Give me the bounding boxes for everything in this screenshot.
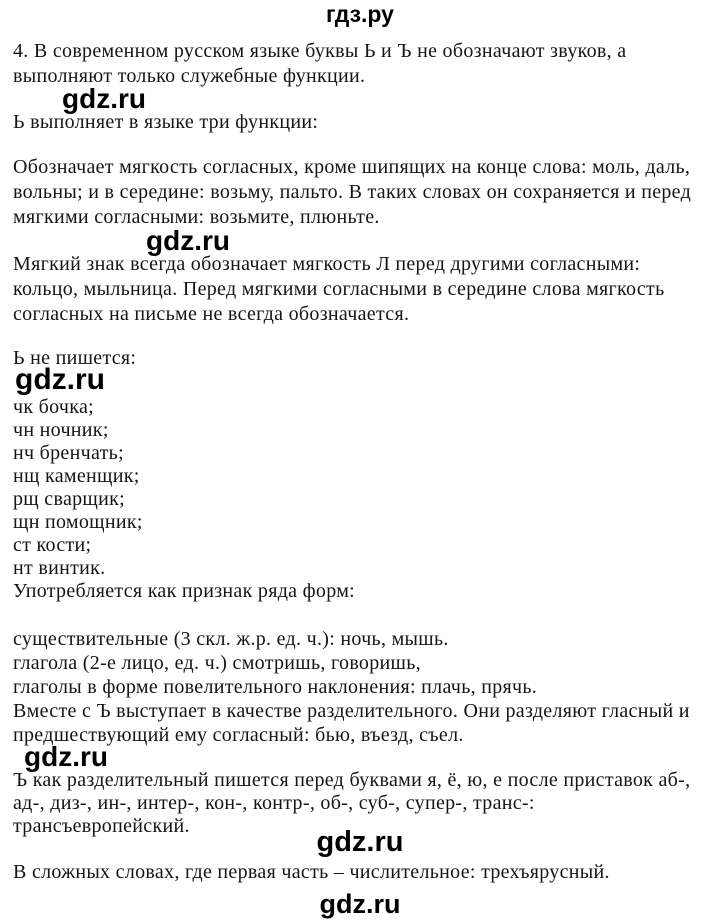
list-item: нщ каменщик; bbox=[13, 465, 140, 487]
text-line: ад-, диз-, ин-, интер-, кон-, контр-, об-, суб-, супер-, транс-: bbox=[13, 792, 535, 814]
text-line: Ь выполняет в языке три функции: bbox=[13, 111, 319, 133]
text-line: кольцо, мыльница. Перед мягкими согласными в середине слова мягкость bbox=[13, 278, 665, 300]
text-line: Вместе с Ъ выступает в качестве разделительного. Они разделяют гласный и bbox=[13, 700, 690, 722]
gdz-watermark: gdz.ru bbox=[319, 889, 401, 919]
text-line: согласных на письме не всегда обозначается. bbox=[13, 303, 410, 325]
list-item: чк бочка; bbox=[13, 396, 95, 418]
text-line: мягкими согласными: возьмите, плюньте. bbox=[13, 206, 380, 228]
text-line: 4. В современном русском языке буквы Ь и Ъ не обозначают звуков, а bbox=[13, 40, 627, 62]
gdz-watermark: gdz.ru bbox=[316, 826, 404, 858]
text-line: глагола (2-е лицо, ед. ч.) смотришь, говоришь, bbox=[13, 652, 421, 674]
paragraph-compound bbox=[13, 860, 610, 885]
paragraph-intro bbox=[13, 39, 626, 89]
gdz-watermark: gdz.ru bbox=[146, 225, 230, 256]
site-title: гдз.ру bbox=[326, 1, 394, 27]
text-line: существительные (3 скл. ж.р. ед. ч.): ночь, мышь. bbox=[13, 628, 449, 650]
text-line: Обозначает мягкость согласных, кроме шипящих на конце слова: моль, даль, bbox=[13, 156, 691, 178]
gdz-watermark: gdz.ru bbox=[62, 83, 146, 114]
paragraph-soft-sign-l bbox=[13, 252, 665, 327]
text-line: Употребляется как признак ряда форм: bbox=[13, 580, 356, 602]
paragraph-forms bbox=[13, 627, 690, 747]
list-item: нч бренчать; bbox=[13, 442, 124, 464]
list-item: ст кости; bbox=[13, 534, 92, 556]
list-item: нт винтик. bbox=[13, 557, 106, 579]
text-line: вольны; и в середине: возьму, пальто. В таких словах он сохраняется и перед bbox=[13, 181, 692, 203]
text-line: Мягкий знак всегда обозначает мягкость Л перед другими согласными: bbox=[13, 253, 641, 275]
text-line: В сложных словах, где первая часть – числительное: трехъярусный. bbox=[13, 861, 610, 883]
text-line: предшествующий ему согласный: бью, въезд, съел. bbox=[13, 724, 464, 746]
text-line: трансъевропейский. bbox=[13, 815, 190, 837]
text-line: Ъ как разделительный пишется перед буквами я, ё, ю, е после приставок аб-, bbox=[13, 769, 691, 791]
paragraph-softness bbox=[13, 155, 691, 230]
combinations-list bbox=[13, 396, 355, 603]
paragraph-functions-intro bbox=[13, 110, 318, 135]
text-line: Ь не пишется: bbox=[13, 347, 137, 369]
list-item: щн помощник; bbox=[13, 511, 143, 533]
gdz-watermark: gdz.ru bbox=[15, 363, 105, 396]
list-item: чн ночник; bbox=[13, 419, 109, 441]
text-line: глаголы в форме повелительного наклонения: плачь, прячь. bbox=[13, 676, 538, 698]
list-item: рщ сварщик; bbox=[13, 488, 126, 510]
gdz-watermark: gdz.ru bbox=[24, 741, 108, 772]
text-line: выполняют только служебные функции. bbox=[13, 65, 366, 87]
